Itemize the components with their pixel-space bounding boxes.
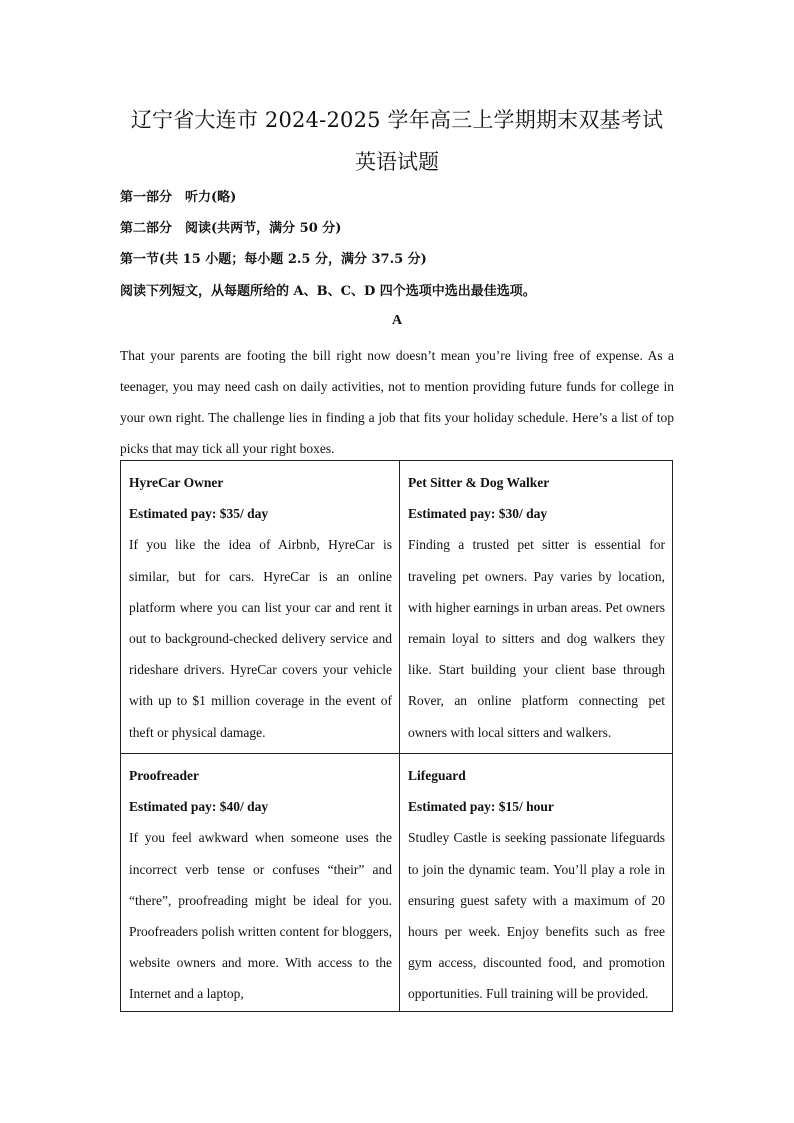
passage-label: A: [391, 313, 403, 328]
job-title: Pet Sitter & Dog Walker: [408, 475, 550, 490]
passage-intro: That your parents are footing the bill right now doesn’t mean you’re living free of expense. As a teenager, you may need cash on daily activities, not to mention providing future funds for college in your own right. The challenge lies in finding a job that fits your holiday schedule. Here’s a list of top picks that may tick all your right boxes.: [120, 348, 674, 456]
job-description: If you like the idea of Airbnb, HyreCar is similar, but for cars. HyreCar is an online platform where you can list your car and rent it out to background-checked delivery service and rideshare drivers. HyreCar covers your vehicle with up to $1 million coverage in the event of theft or physical damage.: [129, 537, 392, 740]
job-pay: Estimated pay: $40/ day: [129, 799, 269, 815]
exam-title: 辽宁省大连市 2024-2025 学年高三上学期期末双基考试: [130, 108, 664, 132]
job-cell-proofreader: [121, 754, 399, 1011]
part2-heading: 第二部分 阅读(共两节，满分 50 分): [120, 221, 342, 236]
exam-subtitle: 英语试题: [355, 150, 439, 174]
job-cell-lifeguard: [400, 754, 672, 1011]
job-title: Proofreader: [129, 768, 199, 783]
job-title: HyreCar Owner: [129, 475, 224, 490]
job-description: Studley Castle is seeking passionate lifeguards to join the dynamic team. You’ll play a role in ensuring guest safety with a maximum of 20 hours per week. Enjoy benefits such as free gym access, discounted food, and promotion opportunities. Full training will be provided.: [408, 830, 665, 1002]
job-description: Finding a trusted pet sitter is essential for traveling pet owners. Pay varies by location, with higher earnings in urban areas. Pet owners remain loyal to sitters and dog walkers they like. Start building your client base through Rover, an online platform connecting pet owners with local sitters and walkers.: [408, 537, 665, 740]
job-pay: Estimated pay: $15/ hour: [408, 799, 554, 815]
job-cell-hyrecar: [121, 461, 399, 753]
job-pay: Estimated pay: $30/ day: [408, 506, 548, 522]
part1-heading: 第一部分 听力(略): [120, 190, 237, 205]
section1-heading: 第一节(共 15 小题；每小题 2.5 分，满分 37.5 分): [120, 252, 427, 267]
instruction-text: 阅读下列短文，从每题所给的 A、B、C、D 四个选项中选出最佳选项。: [120, 284, 536, 299]
jobs-table: [120, 460, 673, 1012]
job-title: Lifeguard: [408, 768, 466, 783]
job-cell-pet-sitter: [400, 461, 672, 753]
job-description: If you feel awkward when someone uses the incorrect verb tense or confuses “their” and “there”, proofreading might be ideal for you. Proofreaders polish written content for bloggers, website owners and more. With access to the Internet and a laptop,: [129, 830, 392, 1002]
job-pay: Estimated pay: $35/ day: [129, 506, 269, 522]
